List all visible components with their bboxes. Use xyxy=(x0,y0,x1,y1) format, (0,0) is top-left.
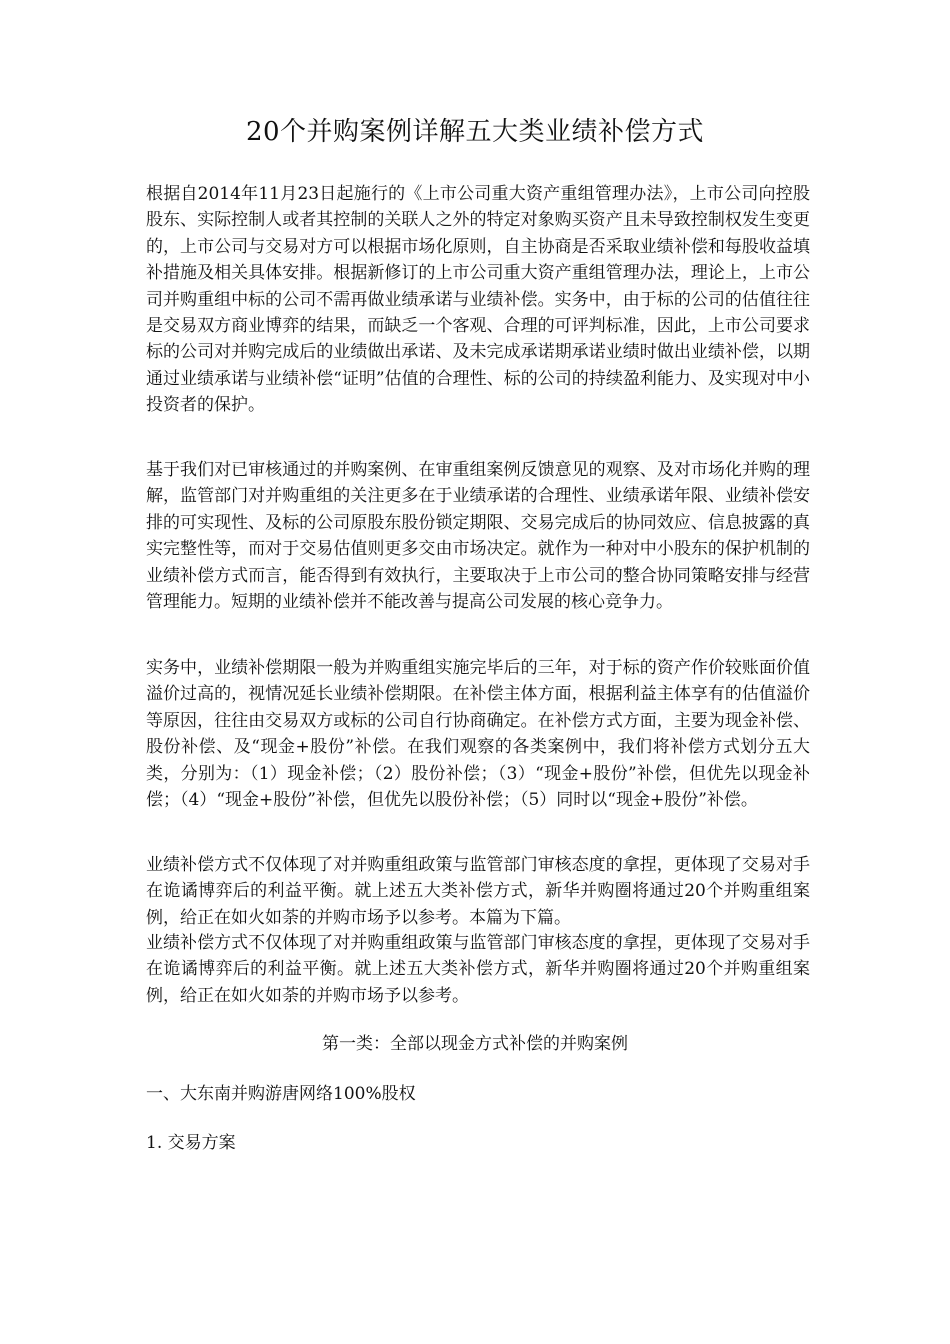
paragraph-1: 根据自2014年11月23日起施行的《上市公司重大资产重组管理办法》，上市公司向控股股东、实际控制人或者其控制的关联人之外的特定对象购买资产且未导致控制权发生变更的，上市公司与交易对方可以根据市场化原则，自主协商是否采取业绩补偿和每股收益填补措施及相关具体安排。根据新修订的上市公司重大资产重组管理办法，理论上，上市公司并购重组中标的公司不需再做业绩承诺与业绩补偿。实务中，由于标的公司的估值往往是交易双方商业博弈的结果，而缺乏一个客观、合理的可评判标准，因此，上市公司要求标的公司对并购完成后的业绩做出承诺、及未完成承诺期承诺业绩时做出业绩补偿，以期通过业绩承诺与业绩补偿“证明”估值的合理性、标的公司的持续盈利能力、及实现对中小投资者的保护。 xyxy=(146,184,810,416)
paragraph-3: 实务中，业绩补偿期限一般为并购重组实施完毕后的三年，对于标的资产作价较账面价值溢价过高的，视情况延长业绩补偿期限。在补偿主体方面，根据利益主体享有的估值溢价等原因，往往由交易双方或标的公司自行协商确定。在补偿方式方面，主要为现金补偿、股份补偿、及“现金+股份”补偿。在我们观察的各类案例中，我们将补偿方式划分五大类，分别为：（1）现金补偿；（2）股份补偿；（3）“现金+股份”补偿，但优先以现金补偿；（4）“现金+股份”补偿，但优先以股份补偿；（5）同时以“现金+股份”补偿。 xyxy=(146,658,810,811)
paragraph-5: 业绩补偿方式不仅体现了对并购重组政策与监管部门审核态度的拿捏，更体现了交易对手在诡谲博弈后的利益平衡。就上述五大类补偿方式，新华并购圈将通过20个并购重组案例，给正在如火如荼的并购市场予以参考。 xyxy=(146,933,810,1006)
paragraph-4: 业绩补偿方式不仅体现了对并购重组政策与监管部门审核态度的拿捏，更体现了交易对手在诡谲博弈后的利益平衡。就上述五大类补偿方式，新华并购圈将通过20个并购重组案例，给正在如火如荼的并购市场予以参考。本篇为下篇。 xyxy=(146,855,810,928)
section-title: 第一类：全部以现金方式补偿的并购案例 xyxy=(322,1034,628,1054)
paragraph-2: 基于我们对已审核通过的并购案例、在审重组案例反馈意见的观察、及对市场化并购的理解，监管部门对并购重组的关注更多在于业绩承诺的合理性、业绩承诺年限、业绩补偿安排的可实现性、及标的公司原股东股份锁定期限、交易完成后的协同效应、信息披露的真实完整性等，而对于交易估值则更多交由市场决定。就作为一种对中小股东的保护机制的业绩补偿方式而言，能否得到有效执行，主要取决于上市公司的整合协同策略安排与经营管理能力。短期的业绩补偿并不能改善与提高公司发展的核心竞争力。 xyxy=(146,460,810,613)
case-heading: 一、大东南并购游唐网络100%股权 xyxy=(146,1084,416,1104)
subsection-heading: 1. 交易方案 xyxy=(146,1133,236,1153)
document-title: 20个并购案例详解五大类业绩补偿方式 xyxy=(245,117,705,147)
